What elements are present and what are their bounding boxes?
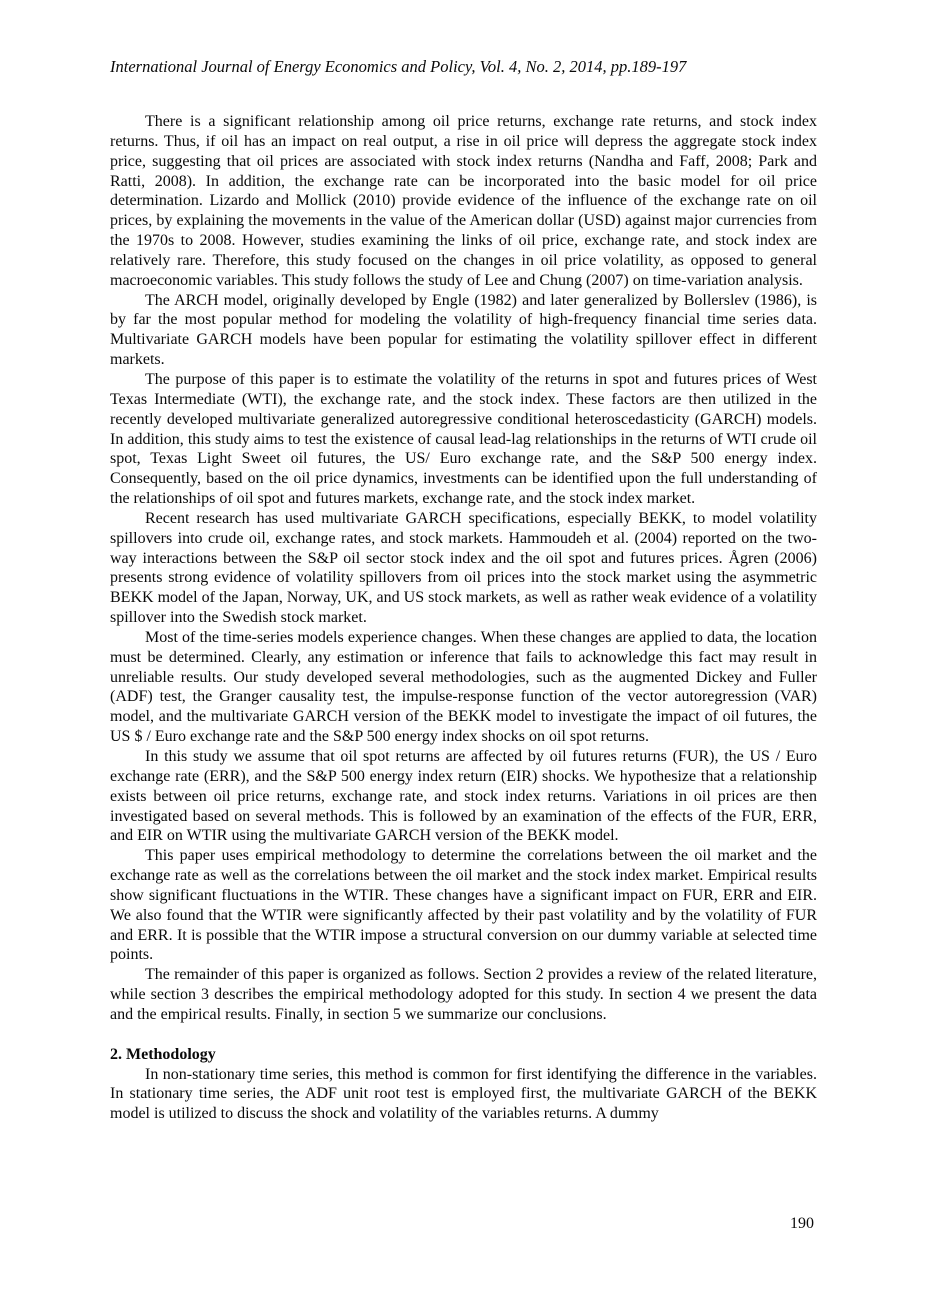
paragraph-intro-2: The ARCH model, originally developed by Engle (1982) and later generalized by Bollerslev (1986), is by far the most popular method for modeling the volatility of high-frequency financial time series data. Multivariate GARCH models have been popular for estimating the volatility spillover effect in different markets. — [110, 291, 817, 369]
paragraph-intro-6: In this study we assume that oil spot returns are affected by oil futures returns (FUR), the US / Euro exchange rate (ERR), and the S&P 500 energy index return (EIR) shocks. We hypothesize that a relationship exists between oil price returns, exchange rate, and stock index returns. Variations in oil prices are then investigated based on several methods. This is followed by an examination of the effects of the FUR, ERR, and EIR on WTIR using the multivariate GARCH version of the BEKK model. — [110, 748, 817, 845]
paragraph-intro-5: Most of the time-series models experience changes. When these changes are applied to data, the location must be determined. Clearly, any estimation or inference that fails to acknowledge this fact may result in unreliable results. Our study developed several methodologies, such as the augmented Dickey and Fuller (ADF) test, the Granger causality test, the impulse-response function of the vector autoregression (VAR) model, and the multivariate GARCH version of the BEKK model to investigate the impact of oil futures, the US $ / Euro exchange rate and the S&P 500 energy index shocks on oil spot returns. — [110, 628, 817, 746]
journal-header: International Journal of Energy Economics and Policy, Vol. 4, No. 2, 2014, pp.189-197 — [110, 57, 687, 76]
paragraph-intro-8: The remainder of this paper is organized as follows. Section 2 provides a review of the related literature, while section 3 describes the empirical methodology adopted for this study. In section 4 we present the data and the empirical results. Finally, in section 5 we summarize our conclusions. — [110, 966, 817, 1023]
paragraph-intro-4: Recent research has used multivariate GARCH specifications, especially BEKK, to model volatility spillovers into crude oil, exchange rates, and stock markets. Hammoudeh et al. (2004) reported on the two-way interactions between the S&P oil sector stock index and the oil spot and futures prices. Ågren (2006) presents strong evidence of volatility spillovers from oil prices into the stock market using the asymmetric BEKK model of the Japan, Norway, UK, and US stock markets, as well as rather weak evidence of a volatility spillover into the Swedish stock market. — [110, 509, 817, 627]
paragraph-intro-1: There is a significant relationship among oil price returns, exchange rate returns, and stock index returns. Thus, if oil has an impact on real output, a rise in oil price will depress the aggregate stock index price, suggesting that oil prices are associated with stock index returns (Nandha and Faff, 2008; Park and Ratti, 2008). In addition, the exchange rate can be incorporated into the basic model for oil price determination. Lizardo and Mollick (2010) provide evidence of the influence of the exchange rate on oil prices, by explaining the movements in the value of the American dollar (USD) against major currencies from the 1970s to 2008. However, studies examining the links of oil price, exchange rate, and stock index are relatively rare. Therefore, this study focused on the changes in oil price volatility, as opposed to general macroeconomic variables. This study follows the study of Lee and Chung (2007) on time-variation analysis. — [110, 113, 817, 289]
section-heading-methodology: 2. Methodology — [110, 1045, 216, 1063]
paragraph-intro-7: This paper uses empirical methodology to determine the correlations between the oil market and the exchange rate as well as the correlations between the oil market and the stock index market. Empirical results show significant fluctuations in the WTIR. These changes have a significant impact on FUR, ERR and EIR. We also found that the WTIR were significantly affected by their past volatility and by the volatility of FUR and ERR. It is possible that the WTIR impose a structural conversion on our dummy variable at selected time points. — [110, 847, 817, 964]
article-body — [110, 112, 817, 1124]
page-number: 190 — [790, 1215, 814, 1232]
paragraph-methodology-1: In non-stationary time series, this method is common for first identifying the difference in the variables. In stationary time series, the ADF unit root test is employed first, the multivariate GARCH of the BEKK model is utilized to discuss the shock and volatility of the variables returns. A dummy — [110, 1065, 817, 1123]
paragraph-intro-3: The purpose of this paper is to estimate the volatility of the returns in spot and futures prices of West Texas Intermediate (WTI), the exchange rate, and the stock index. These factors are then utilized in the recently developed multivariate generalized autoregressive conditional heteroscedasticity (GARCH) models. In addition, this study aims to test the existence of causal lead-lag relationships in the returns of WTI crude oil spot, Texas Light Sweet oil futures, the US/ Euro exchange rate, and the S&P 500 energy index. Consequently, based on the oil price dynamics, investments can be identified upon the full understanding of the relationships of oil spot and futures markets, exchange rate, and the stock index market. — [110, 370, 817, 508]
